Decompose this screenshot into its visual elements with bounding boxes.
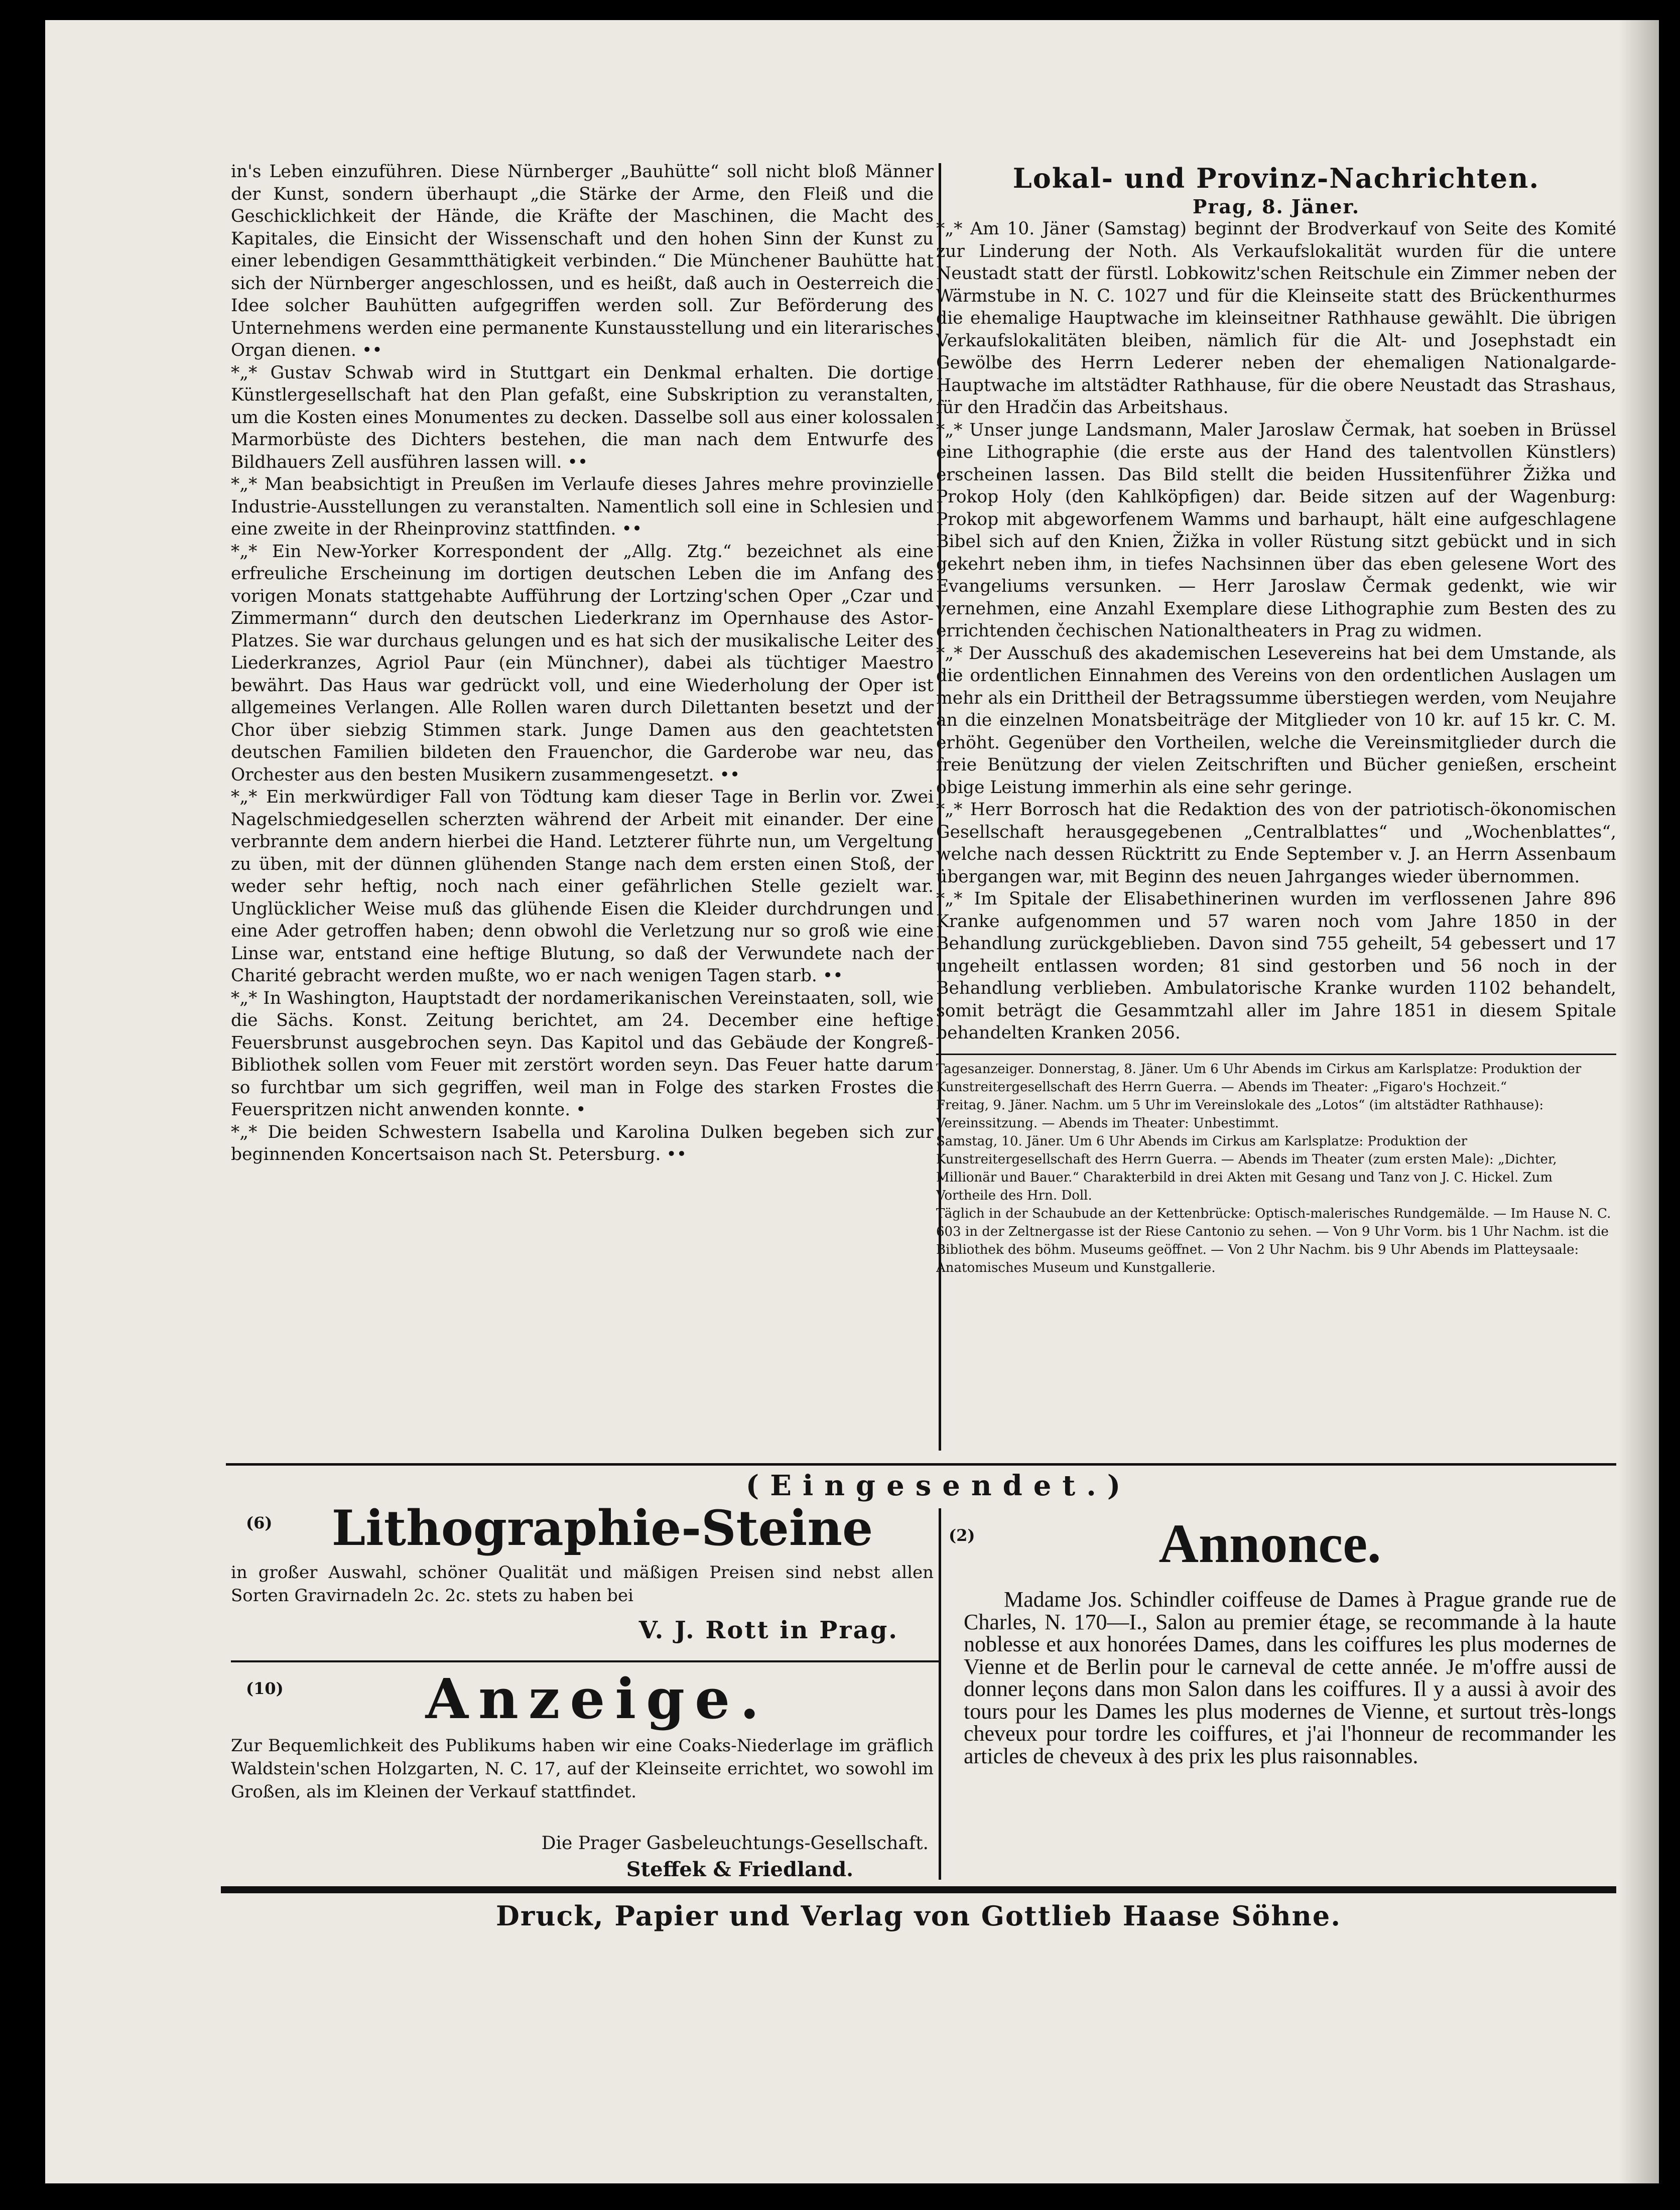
calendar-saturday: Samstag, 10. Jäner. Um 6 Uhr Abends im Cirkus am Karlsplatze: Produktion der Kunstreitergesellschaft des Herrn Guerra. — Abends im Theater (zum ersten Male): „Dichter, Millionär und Bauer.“ Charakterbild in drei Akten mit Gesang und Tanz von J. C. Hickel. Zum Vortheile des Hrn. Doll.	[936, 1133, 1557, 1203]
right-column	[936, 161, 1616, 1446]
article-schwab: *„* Gustav Schwab wird in Stuttgart ein Denkmal erhalten. Die dortige Künstlergesellschaft hat den Plan gefaßt, eine Subskription zu veranstalten, um die Kosten eines Monumentes zu decken. Dasselbe soll aus einer kolossalen Marmorbüste des Dichters bestehen, die man nach dem Entwurfe des Bildhauers Zell ausführen lassen will. ••	[231, 362, 934, 472]
ad-lithographie-signature: V. J. Rott in Prag.	[638, 1616, 898, 1644]
ad-number-10: (10)	[246, 1679, 284, 1698]
article-cermak: *„* Unser junge Landsmann, Maler Jaroslaw Čermak, hat soeben in Brüssel eine Lithographie (die erste aus der Hand des talentvollen Künstlers) erscheinen lassen. Das Bild stellt die beiden Hussitenführer Žižka und Prokop Holy (den Kahlköpfigen) dar. Beide sitzen auf der Wagenburg: Prokop mit abgeworfenem Wamms und barhaupt, hält eine aufgeschlagene Bibel sich auf den Knien, Žižka in voller Rüstung sitzt gebückt und in sich gekehrt neben ihm, in tiefes Nachsinnen über das eben gelesene Wort des Evangeliums versunken. — Herr Jaroslaw Čermak gedenkt, wie wir vernehmen, eine Anzahl Exemplare diese Lithographie zum Besten des zu errichtenden čechischen Nationaltheaters in Prag zu widmen.	[936, 420, 1616, 641]
ad-number-2: (2)	[949, 1526, 975, 1545]
ad-divider-rule	[231, 1660, 939, 1662]
calendar-friday: Freitag, 9. Jäner. Nachm. um 5 Uhr im Vereinslokale des „Lotos“ (im altstädter Rathhause): Vereinssitzung. — Abends im Theater: Unbestimmt.	[936, 1097, 1544, 1131]
ads-column-divider	[939, 1508, 941, 1880]
ad-annonce-title: Annonce.	[1158, 1513, 1381, 1574]
article-washington: *„* In Washington, Hauptstadt der nordamerikanischen Vereinstaaten, soll, wie die Sächs. Konst. Zeitung berichtet, am 24. December eine heftige Feuersbrunst ausgebrochen seyn. Das Kapitol und das Gebäude der Kongreß-Bibliothek sollen vom Feuer mit zerstört worden seyn. Das Feuer hatte darum so furchtbar um sich gegriffen, weil man in Folge des starken Frostes die Feuerspritzen nicht anwenden konnte. •	[231, 988, 934, 1120]
footer-imprint: Druck, Papier und Verlag von Gottlieb Haase Söhne.	[495, 1900, 1341, 1932]
page-edge-shadow	[1619, 20, 1659, 2183]
article-borrosch: *„* Herr Borrosch hat die Redaktion des von der patriotisch-ökonomischen Gesellschaft herausgegebenen „Centralblattes“ und „Wochenblattes“, welche nach dessen Rücktritt zu Ende September v. J. an Herrn Assenbaum übergangen war, mit Beginn des neuen Jahrganges wieder übernommen.	[936, 800, 1616, 887]
article-leseverein: *„* Der Ausschuß des akademischen Lesevereins hat bei dem Umstande, als die ordentlichen Einnahmen des Vereins von den ordentlichen Auslagen um mehr als ein Drittheil der Betragssumme überstiegen werden, vom Neujahre an die einzelnen Monatsbeiträge der Mitglieder von 10 kr. auf 15 kr. C. M. erhöht. Gegenüber den Vortheilen, welche die Vereinsmitglieder durch die freie Benützung der vielen Zeitschriften und Bücher genießen, erscheint obige Leistung immerhin als eine sehr geringe.	[936, 643, 1616, 798]
ad-lithographie-title: Lithographie-Steine	[331, 1500, 873, 1556]
article-dulken: *„* Die beiden Schwestern Isabella und Karolina Dulken begeben sich zur beginnenden Koncertsaison nach St. Petersburg. ••	[231, 1122, 934, 1164]
ad-number-6: (6)	[246, 1513, 273, 1532]
calendar-thursday: Tagesanzeiger. Donnerstag, 8. Jäner. Um 6 Uhr Abends im Cirkus am Karlsplatze: Produktion der Kunstreitergesellschaft des Herrn Guerra. — Abends im Theater: „Figaro's Hochzeit.“	[936, 1061, 1582, 1095]
newspaper-page	[45, 20, 1659, 2183]
calendar-rule	[936, 1054, 1616, 1055]
article-new-york: *„* Ein New-Yorker Korrespondent der „Allg. Ztg.“ bezeichnet als eine erfreuliche Erscheinung im dortigen deutschen Leben die im Anfang des vorigen Monats stattgehabte Aufführung der Lortzing'schen Oper „Czar und Zimmermann“ durch den deutschen Liederkranz im Opernhause des Astor-Platzes. Sie war durchaus gelungen und es hat sich der musikalische Leiter des Liederkranzes, Agriol Paur (ein Münchner), dabei als tüchtiger Maestro bewährt. Das Haus war gedrückt voll, und eine Wiederholung der Oper ist allgemeines Verlangen. Alle Rollen waren durch Dilettanten besetzt und der Chor über siebzig Stimmen stark. Junge Damen aus den geachtetsten deutschen Familien bildeten den Frauenchor, die Garderobe war neu, das Orchester aus den besten Musikern zusammengesetzt. ••	[231, 541, 934, 785]
section-title: Lokal- und Provinz-Nachrichten.	[1012, 162, 1540, 194]
left-column	[231, 161, 934, 1446]
ad-anzeige-body: Zur Bequemlichkeit des Publikums haben wir eine Coaks-Niederlage im gräflich Waldstein'schen Holzgarten, N. C. 17, auf der Kleinseite errichtet, wo sowohl im Großen, als im Kleinen der Verkauf stattfindet.	[231, 1736, 934, 1802]
footer-rule-thick	[221, 1886, 1616, 1893]
article-brodverkauf: *„* Am 10. Jäner (Samstag) beginnt der Brodverkauf von Seite des Komité zur Linderung der Noth. Als Verkaufslokalität wurden für die untere Neustadt statt der fürstl. Lobkowitz'schen Reitschule ein Zimmer neben der Wärmstube in N. C. 1027 und für die Kleinseite statt des Brückenthurmes die ehemalige Hauptwache im kleinseitner Rathhause gewählt. Die übrigen Verkaufslokalitäten bleiben, nämlich für die Alt- und Josephstadt ein Gewölbe des Herrn Lederer neben der ehemaligen Nationalgarde-Hauptwache im altstädter Rathhause, für die obere Neustadt das Strashaus, für den Hradčin das Arbeitshaus.	[936, 219, 1616, 418]
article-berlin: *„* Ein merkwürdiger Fall von Tödtung kam dieser Tage in Berlin vor. Zwei Nagelschmiedgesellen scherzten während der Arbeit mit einander. Der eine verbrannte dem andern hierbei die Hand. Letzterer führte nun, um Vergeltung zu üben, mit der dünnen glühenden Stange nach dem ersten einen Stoß, der weder sehr heftig, noch nach einer gefährlichen Stelle gezielt war. Unglücklicher Weise muß das glühende Eisen die Kleider durchdrungen und eine Ader getroffen haben; denn obwohl die Verletzung nur so groß wie eine Linse war, entstand eine heftige Blutung, so daß der Verwundete nach der Charité gebracht werden mußte, wo er nach wenigen Tagen starb. ••	[231, 787, 934, 986]
dateline: Prag, 8. Jäner.	[1192, 195, 1360, 218]
ad-lithographie-body: in großer Auswahl, schöner Qualität und mäßigen Preisen sind nebst allen Sorten Gravirnadeln 2c. 2c. stets zu haben bei	[231, 1563, 934, 1606]
ad-anzeige-signature-1: Die Prager Gasbeleuchtungs-Gesellschaft.	[541, 1833, 929, 1854]
ad-anzeige-signature-2: Steffek & Friedland.	[626, 1858, 853, 1881]
ads-top-rule	[226, 1463, 1616, 1466]
article-bauhuette: in's Leben einzuführen. Diese Nürnberger „Bauhütte“ soll nicht bloß Männer der Kunst, sondern überhaupt „die Stärke der Arme, den Fleiß und die Geschicklichkeit der Hände, die Kräfte der Maschinen, die Macht des Kapitales, die Einsicht der Wissenschaft und den hohen Sinn der Kunst zu einer lebendigen Gesammtthätigkeit verbinden.“ Die Münchener Bauhütte hat sich der Nürnberger angeschlossen, und es heißt, daß auch in Oesterreich die Idee solcher Bauhütten aufgegriffen werden soll. Zur Beförderung des Unternehmens werden eine permanente Kunstausstellung und ein literarisches Organ dienen. ••	[231, 162, 934, 360]
ad-annonce-body: Madame Jos. Schindler coiffeuse de Dames à Prague grande rue de Charles, N. 170—I., Salon au premier étage, se recommande à la haute noblesse et aux honorées Dames, dans les coiffures les plus modernes de Vienne et de Berlin pour le carneval de cette année. Je m'offre aussi de donner leçons dans mon Salon dans les coiffures. Il y a aussi à avoir des tours pour les Dames les plus modernes de Vienne, et surtout très-longs cheveux pour tordre les coiffures, et j'ai l'honneur de recommander les articles de cheveux à des prix les plus raisonnables.	[964, 1587, 1616, 1768]
calendar-daily: Täglich in der Schaubude an der Kettenbrücke: Optisch-malerisches Rundgemälde. — Im Hause N. C. 603 in der Zeltnergasse ist der Riese Cantonio zu sehen. — Von 9 Uhr Vorm. bis 1 Uhr Nachm. ist die Bibliothek des böhm. Museums geöffnet. — Von 2 Uhr Nachm. bis 9 Uhr Abends im Platteysaale: Anatomisches Museum und Kunstgallerie.	[936, 1206, 1611, 1275]
eingesendet-label: (Eingesendet.)	[745, 1469, 1132, 1502]
ad-anzeige-title: Anzeige.	[425, 1666, 769, 1731]
article-preussen: *„* Man beabsichtigt in Preußen im Verlaufe dieses Jahres mehre provinzielle Industrie-Ausstellungen zu veranstalten. Namentlich soll eine in Schlesien und eine zweite in der Rheinprovinz stattfinden. ••	[231, 474, 934, 539]
article-spital: *„* Im Spitale der Elisabethinerinen wurden im verflossenen Jahre 896 Kranke aufgenommen und 57 waren noch vom Jahre 1850 in der Behandlung zurückgeblieben. Davon sind 755 geheilt, 54 gebessert und 17 ungeheilt entlassen worden; 81 sind gestorben und 56 noch in der Behandlung verblieben. Ambulatorische Kranke wurden 1102 behandelt, somit beträgt die Gesammtzahl aller im Jahre 1851 in diesem Spitale behandelten Kranken 2056.	[936, 889, 1616, 1043]
